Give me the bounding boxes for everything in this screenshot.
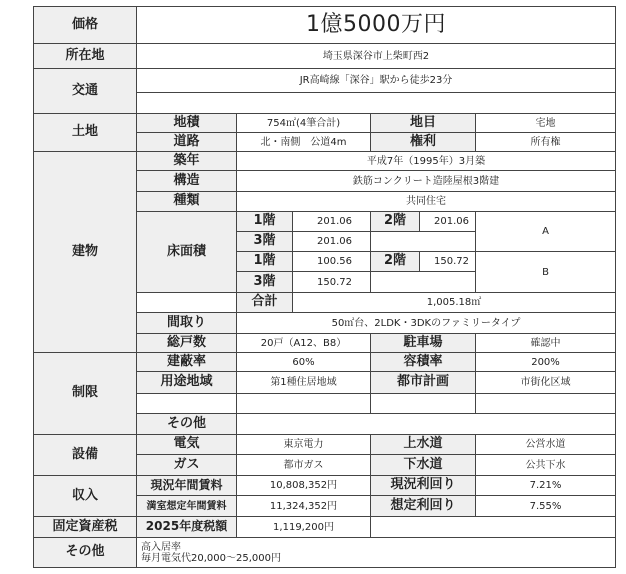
far-label: 容積率	[370, 352, 476, 372]
current-yield-label: 現況利回り	[370, 475, 476, 496]
restriction-blank-label	[136, 393, 237, 414]
land-rights-label: 権利	[370, 132, 476, 152]
type-label: 種類	[136, 191, 237, 212]
a-blank	[370, 231, 476, 252]
electric-label: 電気	[136, 434, 237, 455]
b-floor1-label: 1階	[236, 251, 293, 272]
b-floor3-label: 3階	[236, 271, 293, 293]
water-value: 公営水道	[475, 434, 616, 455]
full-rent-value: 11,324,352円	[236, 495, 371, 517]
land-area-value: 754㎡(4筆合計)	[236, 113, 371, 133]
land-road-label: 道路	[136, 132, 237, 152]
plan-value: 市街化区域	[475, 371, 616, 394]
current-rent-value: 10,808,352円	[236, 475, 371, 496]
structure-label: 構造	[136, 170, 237, 192]
transport-label: 交通	[33, 68, 137, 114]
restriction-other-label: その他	[136, 413, 237, 435]
sewer-value: 公共下水	[475, 454, 616, 476]
b-blank	[370, 271, 476, 293]
built-value: 平成7年（1995年）3月築	[236, 151, 616, 171]
transport-value: JR高崎線「深谷」駅から徒歩23分	[136, 68, 616, 93]
other-note-2: 毎月電気代20,000～25,000円	[141, 552, 281, 564]
layout-label: 間取り	[136, 312, 237, 334]
a-floor1-value: 201.06	[292, 211, 371, 232]
other-label: その他	[33, 537, 137, 568]
parking-label: 駐車場	[370, 333, 476, 353]
units-label: 総戸数	[136, 333, 237, 353]
a-floor2-value: 201.06	[419, 211, 476, 232]
gas-value: 都市ガス	[236, 454, 371, 476]
b-floor2-value: 150.72	[419, 251, 476, 272]
sewer-label: 下水道	[370, 454, 476, 476]
location-value: 埼玉県深谷市上柴町西2	[136, 43, 616, 69]
structure-value: 鉄筋コンクリート造陸屋根3階建	[236, 170, 616, 192]
electric-value: 東京電力	[236, 434, 371, 455]
price-label: 価格	[33, 6, 137, 44]
current-rent-label: 現況年間賃料	[136, 475, 237, 496]
b-floor3-value: 150.72	[292, 271, 371, 293]
a-floor1-label: 1階	[236, 211, 293, 232]
a-floor3-label: 3階	[236, 231, 293, 252]
building-label: 建物	[33, 151, 137, 353]
current-yield-value: 7.21%	[475, 475, 616, 496]
restriction-blank-1	[236, 393, 371, 414]
transport-blank	[136, 92, 616, 114]
floor-area-label: 床面積	[136, 211, 237, 293]
zone-value: 第1種住居地域	[236, 371, 371, 394]
restriction-other-value	[236, 413, 616, 435]
land-area-label: 地積	[136, 113, 237, 133]
location-label: 所在地	[33, 43, 137, 69]
building-b-name: B	[475, 251, 616, 293]
zone-label: 用途地域	[136, 371, 237, 394]
full-yield-label: 想定利回り	[370, 495, 476, 517]
coverage-label: 建蔽率	[136, 352, 237, 372]
land-label: 土地	[33, 113, 137, 152]
other-notes	[136, 537, 616, 568]
b-floor2-label: 2階	[370, 251, 420, 272]
land-category-label: 地目	[370, 113, 476, 133]
units-value: 20戸（A12、B8）	[236, 333, 371, 353]
a-floor3-value: 201.06	[292, 231, 371, 252]
total-spacer	[136, 292, 237, 313]
total-value: 1,005.18㎡	[292, 292, 616, 313]
type-value: 共同住宅	[236, 191, 616, 212]
b-floor1-value: 100.56	[292, 251, 371, 272]
parking-value: 確認中	[475, 333, 616, 353]
tax-year-label: 2025年度税額	[136, 516, 237, 538]
far-value: 200%	[475, 352, 616, 372]
land-rights-value: 所有権	[475, 132, 616, 152]
facilities-label: 設備	[33, 434, 137, 476]
coverage-value: 60%	[236, 352, 371, 372]
total-label: 合計	[236, 292, 293, 313]
tax-label: 固定資産税	[33, 516, 137, 538]
full-yield-value: 7.55%	[475, 495, 616, 517]
a-floor2-label: 2階	[370, 211, 420, 232]
income-label: 収入	[33, 475, 137, 517]
restriction-blank-2	[370, 393, 476, 414]
other-note-1: 高入居率	[141, 541, 181, 553]
full-rent-label: 満室想定年間賃料	[136, 495, 237, 517]
land-road-value: 北・南側 公道4m	[236, 132, 371, 152]
gas-label: ガス	[136, 454, 237, 476]
restriction-blank-3	[475, 393, 616, 414]
tax-blank	[370, 516, 616, 538]
tax-value: 1,119,200円	[236, 516, 371, 538]
layout-value: 50㎡台、2LDK・3DKのファミリータイプ	[236, 312, 616, 334]
plan-label: 都市計画	[370, 371, 476, 394]
price-value: 1億5000万円	[136, 6, 616, 44]
water-label: 上水道	[370, 434, 476, 455]
building-a-name: A	[475, 211, 616, 252]
land-category-value: 宅地	[475, 113, 616, 133]
restrictions-label: 制限	[33, 352, 137, 435]
built-label: 築年	[136, 151, 237, 171]
